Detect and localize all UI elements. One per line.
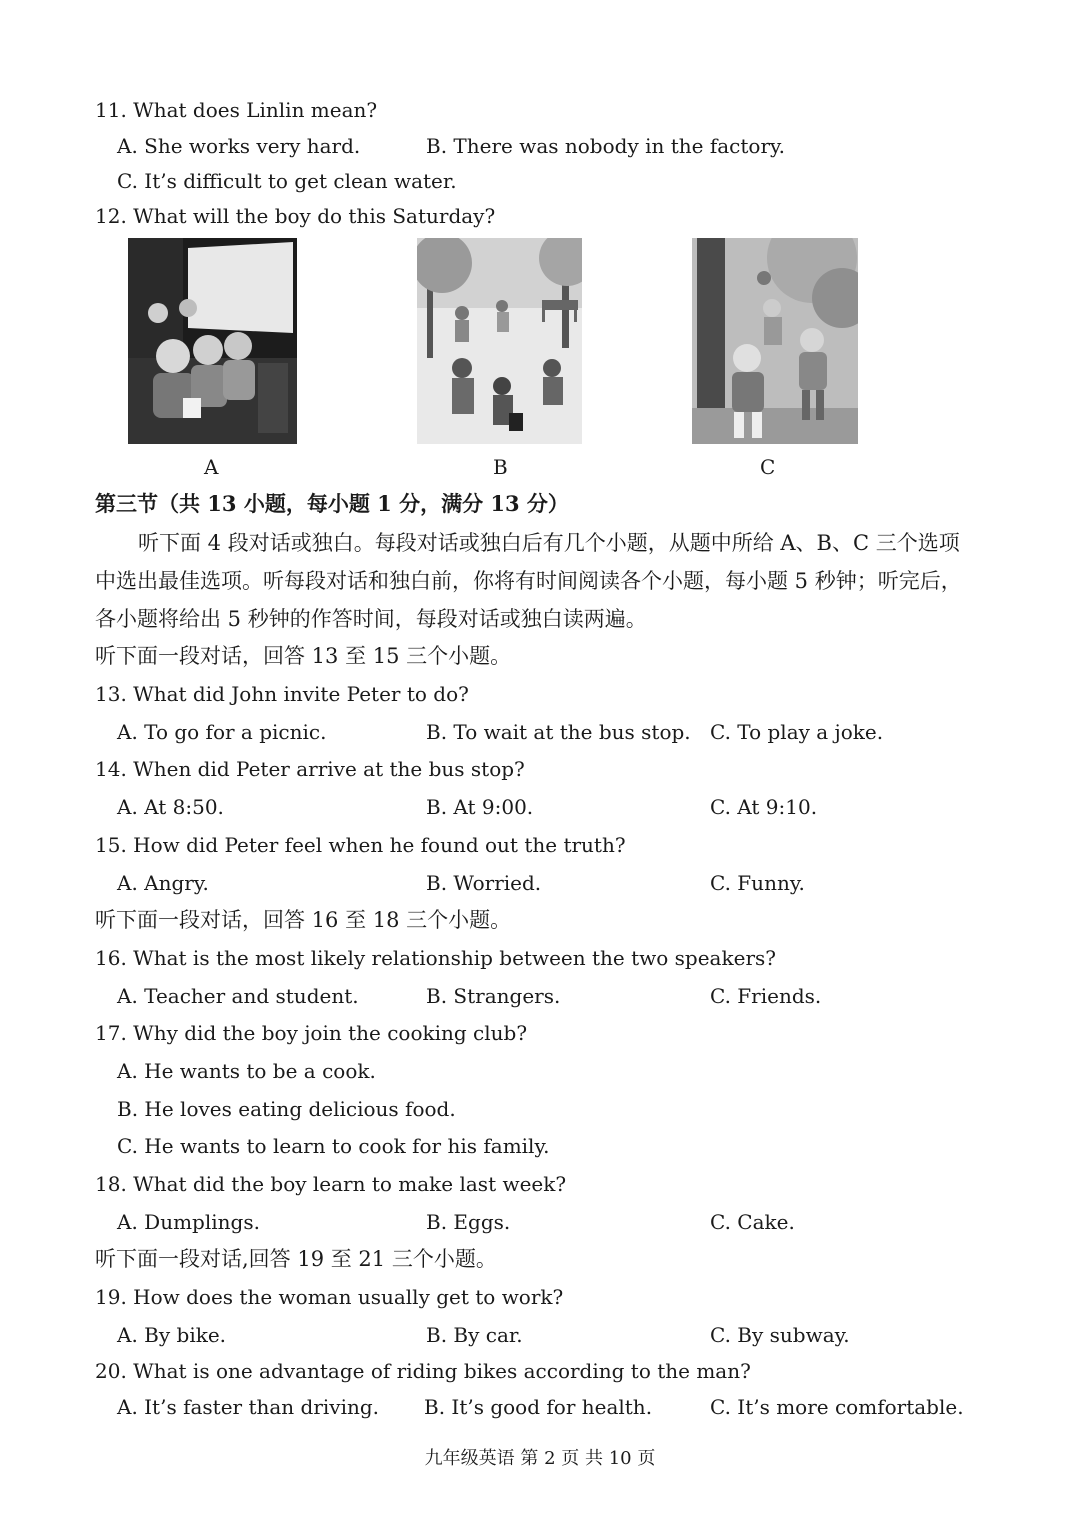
q15-option-b: B. Worried.: [426, 871, 542, 895]
q16-option-a: A. Teacher and student.: [117, 984, 359, 1008]
question-19: 19. How does the woman usually get to work?: [95, 1285, 564, 1309]
page-footer: 九年级英语 第 2 页 共 10 页: [424, 1448, 656, 1469]
q14-option-b: B. At 9:00.: [426, 795, 534, 819]
q16-option-b: B. Strangers.: [426, 984, 561, 1008]
q18-option-b: B. Eggs.: [426, 1210, 511, 1234]
instructions-line-3: 各小题将给出 5 秒钟的作答时间，每段对话或独白读两遍。: [95, 607, 647, 631]
q11-option-b: B. There was nobody in the factory.: [426, 134, 786, 158]
q13-option-a: A. To go for a picnic.: [117, 720, 327, 744]
picture-b-label: B: [493, 455, 508, 479]
group-instruction-19-21: 听下面一段对话,回答 19 至 21 三个小题。: [95, 1247, 497, 1271]
group-instruction-16-18: 听下面一段对话，回答 16 至 18 三个小题。: [95, 908, 512, 932]
q11-option-a: A. She works very hard.: [117, 134, 361, 158]
section-heading: 第三节（共 13 小题，每小题 1 分，满分 13 分）: [95, 491, 569, 516]
q11-option-c: C. It’s difficult to get clean water.: [117, 169, 457, 193]
question-16: 16. What is the most likely relationship between the two speakers?: [95, 946, 776, 970]
instructions-line-1: 听下面 4 段对话或独白。每段对话或独白后有几个小题，从题中所给 A、B、C 三个选项: [138, 531, 960, 555]
q19-option-c: C. By subway.: [710, 1323, 850, 1347]
question-11: 11. What does Linlin mean?: [95, 98, 378, 122]
question-13: 13. What did John invite Peter to do?: [95, 682, 469, 706]
q19-option-b: B. By car.: [426, 1323, 523, 1347]
q14-option-a: A. At 8:50.: [117, 795, 224, 819]
q17-option-a: A. He wants to be a cook.: [117, 1059, 376, 1083]
q18-option-a: A. Dumplings.: [117, 1210, 260, 1234]
picture-b-park: [417, 238, 582, 444]
q15-option-c: C. Funny.: [710, 871, 805, 895]
instructions-line-2: 中选出最佳选项。听每段对话和独白前，你将有时间阅读各个小题，每小题 5 秒钟；听完后，: [95, 569, 962, 593]
q20-option-c: C. It’s more comfortable.: [710, 1395, 964, 1419]
question-18: 18. What did the boy learn to make last week?: [95, 1172, 567, 1196]
question-15: 15. How did Peter feel when he found out the truth?: [95, 833, 626, 857]
picture-a-label: A: [204, 455, 219, 479]
group-instruction-13-15: 听下面一段对话，回答 13 至 15 三个小题。: [95, 644, 512, 668]
picture-c-label: C: [760, 455, 776, 479]
question-17: 17. Why did the boy join the cooking club?: [95, 1021, 528, 1045]
picture-a-cinema: [128, 238, 297, 444]
q17-option-b: B. He loves eating delicious food.: [117, 1097, 456, 1121]
q20-option-b: B. It’s good for health.: [424, 1395, 653, 1419]
q19-option-a: A. By bike.: [117, 1323, 227, 1347]
q13-option-b: B. To wait at the bus stop.: [426, 720, 691, 744]
q13-option-c: C. To play a joke.: [710, 720, 884, 744]
picture-c-hiking: [692, 238, 858, 444]
q20-option-a: A. It’s faster than driving.: [117, 1395, 380, 1419]
question-12: 12. What will the boy do this Saturday?: [95, 204, 496, 228]
q14-option-c: C. At 9:10.: [710, 795, 818, 819]
q15-option-a: A. Angry.: [117, 871, 209, 895]
question-14: 14. When did Peter arrive at the bus stop?: [95, 757, 525, 781]
q18-option-c: C. Cake.: [710, 1210, 795, 1234]
q17-option-c: C. He wants to learn to cook for his family.: [117, 1134, 550, 1158]
q16-option-c: C. Friends.: [710, 984, 822, 1008]
question-20: 20. What is one advantage of riding bikes according to the man?: [95, 1359, 751, 1383]
